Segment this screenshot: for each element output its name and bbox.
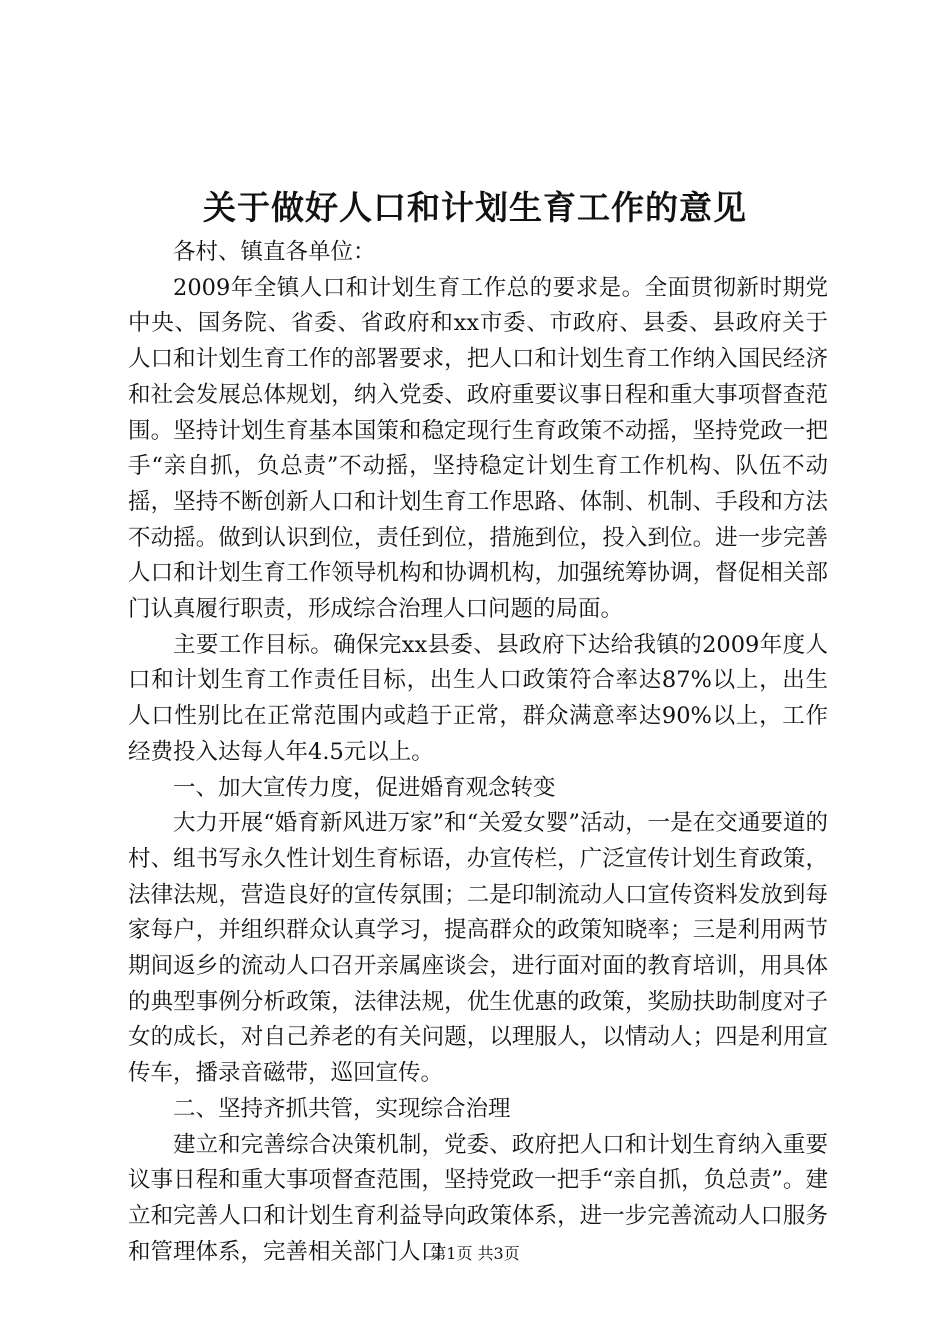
section-heading-2: 二、坚持齐抓共管，实现综合治理 [173, 1095, 511, 1122]
salutation-paragraph: 各村、镇直各单位： [173, 239, 376, 265]
page-number-footer: 第1页 共3页 [430, 1244, 520, 1263]
section-heading-1: 一、加大宣传力度，促进婚育观念转变 [173, 774, 556, 801]
document-title: 关于做好人口和计划生育工作的意见 [203, 188, 747, 227]
publicity-paragraph: 大力开展“婚育新风进万家”和“关爱女婴”活动，一是在交通要道的村、组书写永久性计划生育标语，办宣传栏，广泛宣传计划生育政策，法律法规，营造良好的宣传氛围；二是印制流动人口宣传资料发放到每家每户，并组织群众认真学习，提高群众的政策知晓率；三是利用两节期间返乡的流动人口召开亲属座谈会，进行面对面的教育培训，用具体的典型事例分析政策，法律法规，优生优惠的政策，奖励扶助制度对子女的成长，对自己养老的有关问题，以理服人，以情动人；四是利用宣传车，播录音磁带，巡回宣传。 [128, 810, 828, 1087]
goals-paragraph: 主要工作目标。确保完xx县委、县政府下达给我镇的2009年度人口和计划生育工作责任目标，出生人口政策符合率达87%以上，出生人口性别比在正常范围内或趋于正常，群众满意率达90%以上，工作经费投入达每人年4.5元以上。 [128, 631, 828, 765]
governance-paragraph: 建立和完善综合决策机制，党委、政府把人口和计划生育纳入重要议事日程和重大事项督查范围，坚持党政一把手“亲自抓，负总责”。建立和完善人口和计划生育利益导向政策体系，进一步完善流动人口服务和管理体系，完善相关部门人口 [128, 1131, 828, 1265]
document-body [128, 235, 828, 1270]
requirements-paragraph: 2009年全镇人口和计划生育工作总的要求是。全面贯彻新时期党中央、国务院、省委、省政府和xx市委、市政府、县委、县政府关于人口和计划生育工作的部署要求，把人口和计划生育工作纳入国民经济和社会发展总体规划，纳入党委、政府重要议事日程和重大事项督查范围。坚持计划生育基本国策和稳定现行生育政策不动摇，坚持党政一把手“亲自抓，负总责”不动摇，坚持稳定计划生育工作机构、队伍不动摇，坚持不断创新人口和计划生育工作思路、体制、机制、手段和方法不动摇。做到认识到位，责任到位，措施到位，投入到位。进一步完善人口和计划生育工作领导机构和协调机构，加强统筹协调，督促相关部门认真履行职责，形成综合治理人口问题的局面。 [128, 274, 828, 623]
